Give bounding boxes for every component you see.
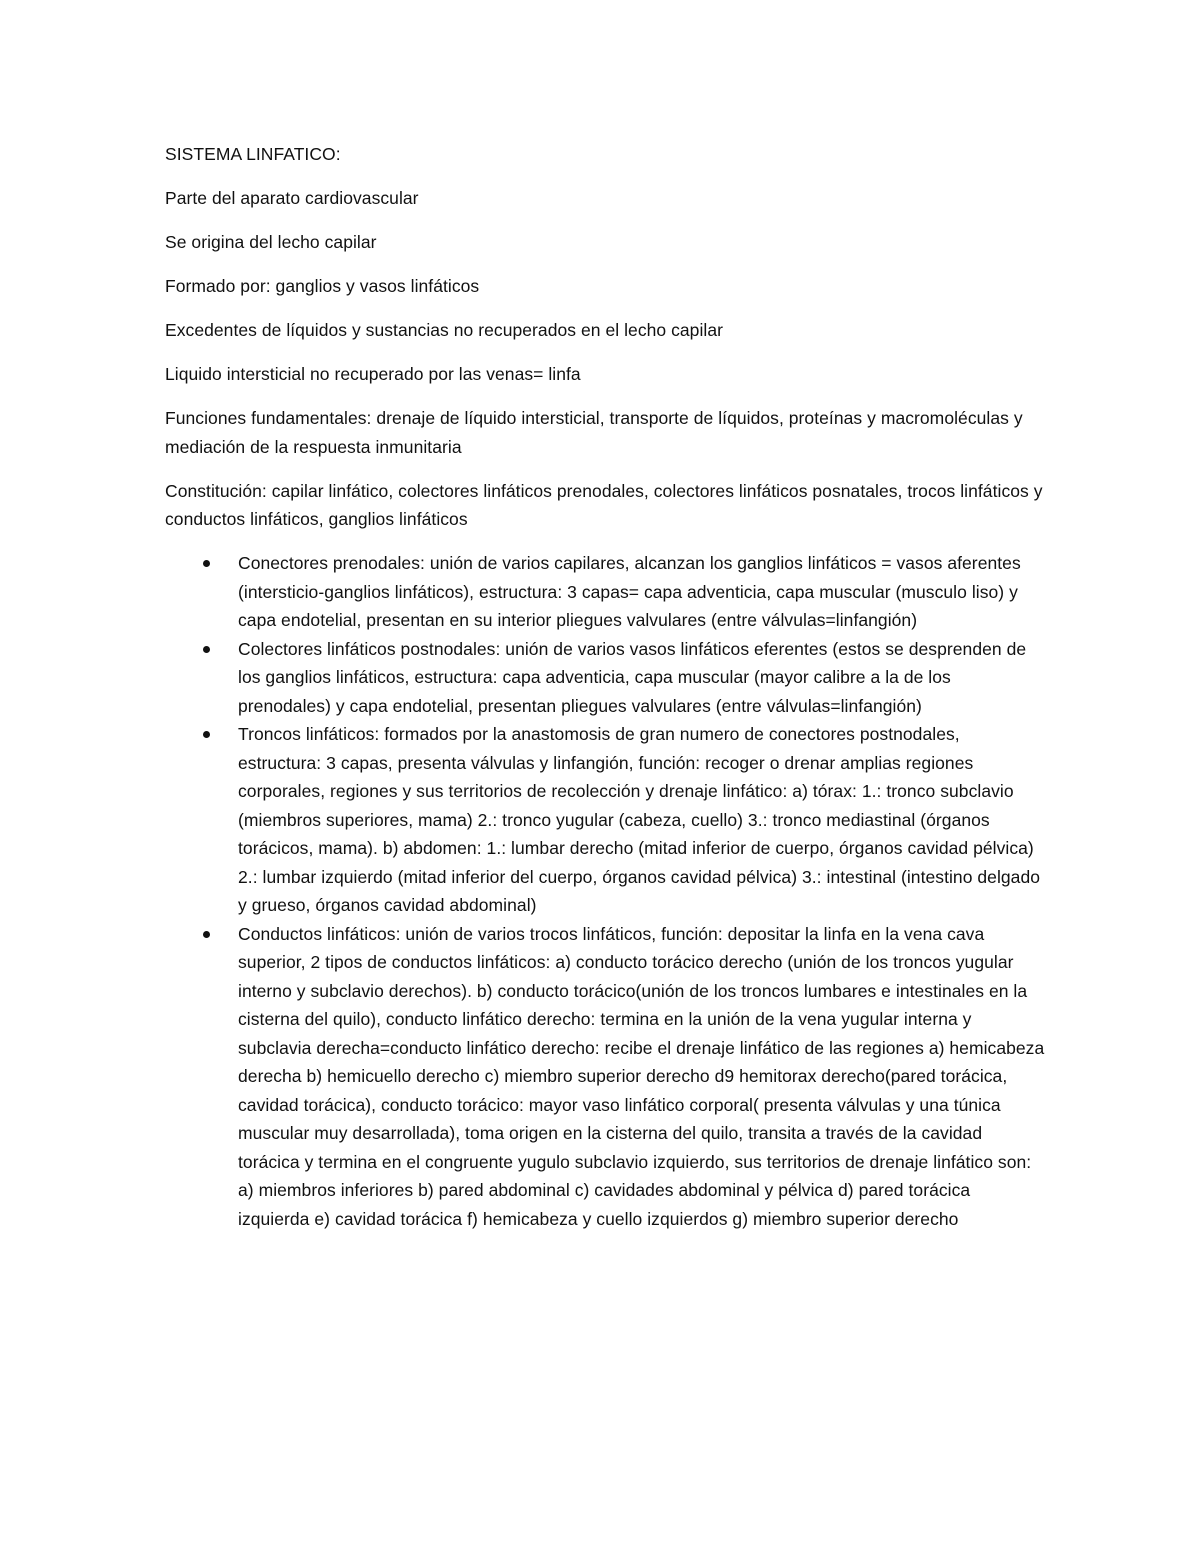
list-item: [165, 635, 1045, 721]
list-item-text: Conductos linfáticos: unión de varios trocos linfáticos, función: depositar la linfa en la vena cava superior, 2 tipos de conductos linfáticos: a) conducto torácico derecho (unión de los troncos yugular interno y subclavio derechos). b) conducto torácico(unión de los troncos lumbares e intestinales en la cisterna del quilo), conducto linfático derecho: termina en la unión de la vena yugular interna y subclavia derecha=conducto linfático derecho: recibe el drenaje linfático de las regiones a) hemicabeza derecha b) hemicuello derecho c) miembro superior derecho d9 hemitorax derecho(pared torácica, cavidad torácica), conducto torácico: mayor vaso linfático corporal( presenta válvulas y una túnica muscular muy desarrollada), toma origen en la cisterna del quilo, transita a través de la cavidad torácica y termina en el congruente yugulo subclavio izquierdo, sus territorios de drenaje linfático son: a) miembros inferiores b) pared abdominal c) cavidades abdominal y pélvica d) pared torácica izquierda e) cavidad torácica f) hemicabeza y cuello izquierdos g) miembro superior derecho: [238, 923, 1045, 1229]
list-item: [165, 720, 1045, 920]
bullet-icon: [203, 646, 210, 653]
document-page: [165, 140, 1045, 1233]
paragraph-funciones: Funciones fundamentales: drenaje de líquido intersticial, transporte de líquidos, proteínas y macromoléculas y mediación de la respuesta inmunitaria: [165, 408, 1023, 457]
list-item-text: Troncos linfáticos: formados por la anastomosis de gran numero de conectores postnodales, estructura: 3 capas, presenta válvulas y linfangión, función: recoger o drenar amplias regiones corporales, regiones y sus territorios de recolección y drenaje linfático: a) tórax: 1.: tronco subclavio (miembros superiores, mama) 2.: tronco yugular (cabeza, cuello) 3.: tronco mediastinal (órganos torácicos, mama). b) abdomen: 1.: lumbar derecho (mitad inferior de cuerpo, órganos cavidad pélvica) 2.: lumbar izquierdo (mitad inferior del cuerpo, órganos cavidad pélvica) 3.: intestinal (intestino delgado y grueso, órganos cavidad abdominal): [238, 724, 1041, 915]
list-item: [165, 920, 1045, 1234]
paragraph-formado: Formado por: ganglios y vasos linfáticos: [165, 276, 480, 296]
document-title: SISTEMA LINFATICO:: [165, 144, 341, 164]
paragraph-constitucion: Constitución: capilar linfático, colectores linfáticos prenodales, colectores linfáticos posnatales, trocos linfáticos y conductos linfáticos, ganglios linfáticos: [165, 480, 1043, 529]
bullet-icon: [203, 560, 210, 567]
bullet-icon: [203, 931, 210, 938]
list-item-text: Conectores prenodales: unión de varios capilares, alcanzan los ganglios linfáticos = vasos aferentes (intersticio-ganglios linfáticos), estructura: 3 capas= capa adventicia, capa muscular (musculo liso) y capa endotelial, presentan en su interior pliegues valvulares (entre válvulas=linfangión): [238, 553, 1021, 630]
bullet-icon: [203, 731, 210, 738]
bullet-list: [165, 549, 1045, 1233]
paragraph-liquido: Liquido intersticial no recuperado por las venas= linfa: [165, 364, 581, 384]
paragraph-excedentes: Excedentes de líquidos y sustancias no recuperados en el lecho capilar: [165, 320, 724, 340]
list-item-text: Colectores linfáticos postnodales: unión de varios vasos linfáticos eferentes (estos se desprenden de los ganglios linfáticos, estructura: capa adventicia, capa muscular (mayor calibre a la de los prenodales) y capa endotelial, presentan pliegues valvulares (entre válvulas=linfangión): [238, 638, 1027, 716]
paragraph-origen: Se origina del lecho capilar: [165, 232, 377, 252]
list-item: [165, 549, 1045, 635]
paragraph-parte: Parte del aparato cardiovascular: [165, 188, 419, 208]
